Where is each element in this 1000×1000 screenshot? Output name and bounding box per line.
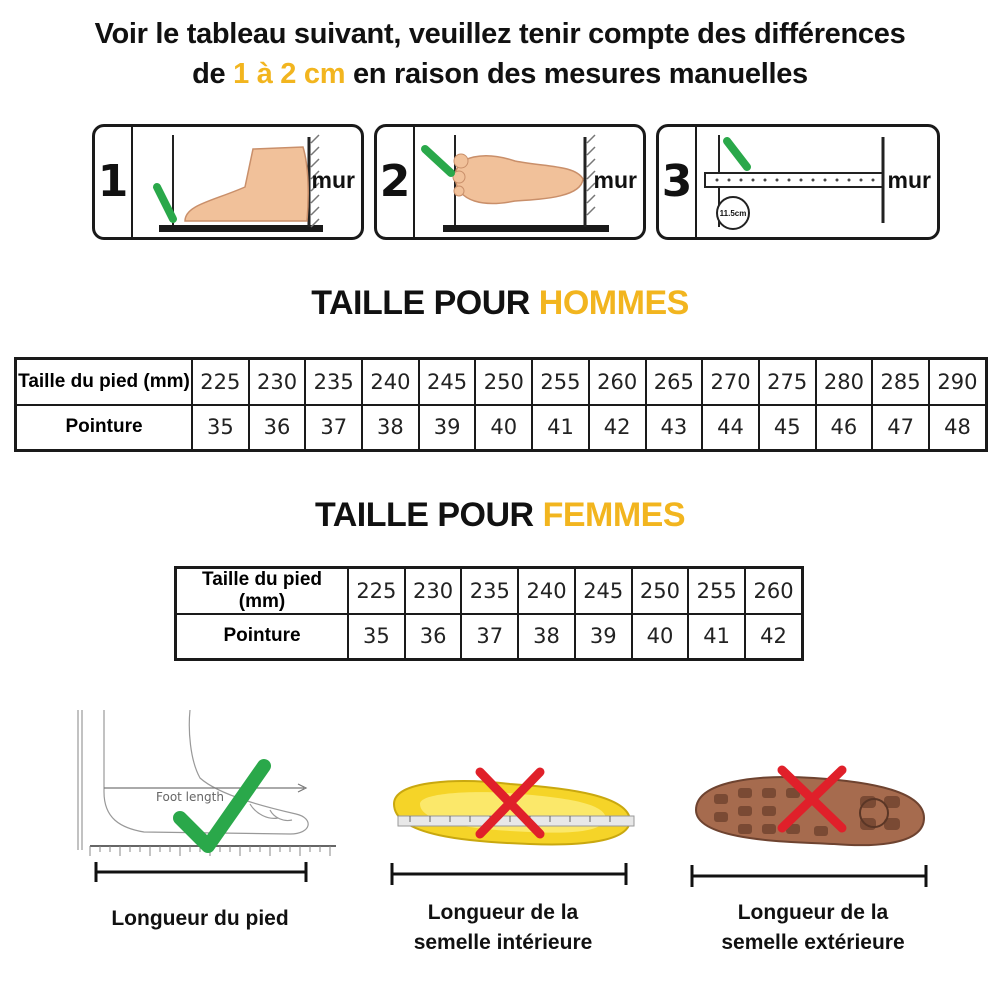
women-size-cell: 38: [518, 614, 575, 659]
women-mm-cell: 260: [745, 568, 802, 615]
men-size-cell: 41: [532, 405, 589, 451]
men-size-cell: 40: [475, 405, 532, 451]
women-section-title: [0, 496, 1000, 535]
men-mm-cell: 280: [816, 359, 873, 405]
women-size-cell: 39: [575, 614, 632, 659]
women-size-cell: 36: [405, 614, 462, 659]
women-mm-cell: 250: [632, 568, 689, 615]
instruction-line-2-suffix: en raison des mesures manuelles: [345, 58, 808, 90]
step-panel-1: [92, 124, 364, 240]
caption-outsole-line1: Longueur de la: [737, 901, 889, 924]
step-number-3: 3: [659, 127, 697, 237]
outsole-illustration: [684, 756, 934, 896]
men-size-cell: 36: [249, 405, 306, 451]
women-mm-cell: 225: [348, 568, 405, 615]
women-mm-cell: 255: [688, 568, 745, 615]
instruction-line-2-prefix: de: [192, 58, 234, 90]
caption-insole-length: [380, 898, 626, 958]
women-size-cell: 35: [348, 614, 405, 659]
men-section-title: [0, 284, 1000, 323]
step-panel-3: [656, 124, 940, 240]
men-row2-label: Pointure: [16, 405, 193, 451]
men-row-foot-length: [16, 359, 987, 405]
men-size-cell: 46: [816, 405, 873, 451]
step-number-1: 1: [95, 127, 133, 237]
insole-illustration: [380, 760, 640, 895]
women-mm-cell: 245: [575, 568, 632, 615]
men-mm-cell: 250: [475, 359, 532, 405]
caption-insole-line2: semelle intérieure: [413, 931, 593, 954]
men-mm-cell: 290: [929, 359, 987, 405]
men-mm-cell: 265: [646, 359, 703, 405]
women-row1-label: Taille du pied (mm): [176, 568, 349, 615]
men-size-cell: 37: [305, 405, 362, 451]
wall-label-3: mur: [887, 167, 931, 193]
caption-foot-length: [60, 904, 340, 934]
caption-outsole-line2: semelle extérieure: [721, 931, 905, 954]
ruler-illustration: [697, 127, 887, 239]
men-size-cell: 47: [872, 405, 929, 451]
caption-insole-line1: Longueur de la: [427, 901, 579, 924]
men-size-cell: 48: [929, 405, 987, 451]
women-row2-label: Pointure: [176, 614, 349, 659]
women-mm-cell: 230: [405, 568, 462, 615]
men-mm-cell: 275: [759, 359, 816, 405]
men-size-cell: 39: [419, 405, 476, 451]
men-row-shoe-size: [16, 405, 987, 451]
women-title-prefix: TAILLE POUR: [314, 496, 543, 534]
men-mm-cell: 260: [589, 359, 646, 405]
instruction-line-1: Voir le tableau suivant, veuillez tenir compte des différences: [94, 18, 906, 50]
foot-sketch-label: Foot length: [156, 790, 224, 804]
men-title-prefix: TAILLE POUR: [311, 284, 539, 322]
women-size-cell: 42: [745, 614, 802, 659]
women-mm-cell: 235: [461, 568, 518, 615]
women-row-foot-length: [176, 568, 803, 615]
men-mm-cell: 285: [872, 359, 929, 405]
ruler-badge-label: 11.5cm: [719, 209, 747, 218]
instruction-line-2: [0, 54, 1000, 94]
men-size-cell: 45: [759, 405, 816, 451]
men-row1-label: Taille du pied (mm): [16, 359, 193, 405]
step-panel-2: [374, 124, 646, 240]
caption-outsole-length: [684, 898, 942, 958]
men-mm-cell: 235: [305, 359, 362, 405]
wall-label-2: mur: [593, 167, 637, 193]
women-mm-cell: 240: [518, 568, 575, 615]
men-mm-cell: 225: [192, 359, 249, 405]
men-mm-cell: 245: [419, 359, 476, 405]
instruction-accent: 1 à 2 cm: [233, 58, 346, 90]
caption-foot-length-line1: Longueur du pied: [111, 907, 289, 930]
step-number-2: 2: [377, 127, 415, 237]
wall-label-1: mur: [311, 167, 355, 193]
men-size-table: [14, 357, 988, 452]
men-mm-cell: 240: [362, 359, 419, 405]
women-row-shoe-size: [176, 614, 803, 659]
men-mm-cell: 230: [249, 359, 306, 405]
men-size-cell: 44: [702, 405, 759, 451]
women-title-accent: FEMMES: [542, 496, 686, 534]
women-size-cell: 37: [461, 614, 518, 659]
men-size-cell: 43: [646, 405, 703, 451]
men-title-accent: HOMMES: [538, 284, 689, 322]
men-size-cell: 42: [589, 405, 646, 451]
instruction-header: [0, 14, 1000, 94]
women-size-table: [174, 566, 804, 661]
men-size-cell: 35: [192, 405, 249, 451]
men-mm-cell: 255: [532, 359, 589, 405]
women-size-cell: 41: [688, 614, 745, 659]
women-size-cell: 40: [632, 614, 689, 659]
men-size-cell: 38: [362, 405, 419, 451]
men-mm-cell: 270: [702, 359, 759, 405]
